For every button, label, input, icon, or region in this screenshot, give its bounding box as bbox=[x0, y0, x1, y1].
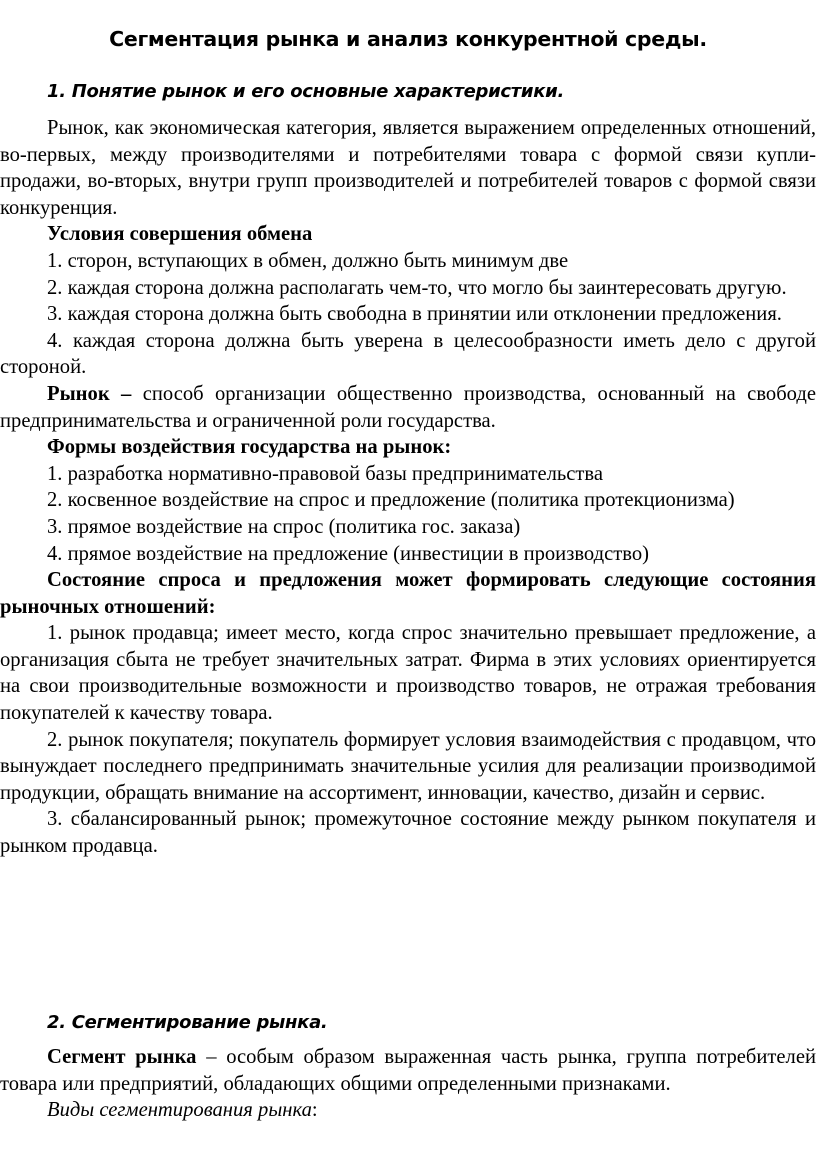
section-1-body bbox=[0, 115, 816, 860]
state-influence-item: 2. косвенное воздействие на спрос и предложение (политика протекционизма) bbox=[47, 489, 735, 512]
segmentation-types-line bbox=[0, 1097, 816, 1124]
market-states-heading-text: Состояние спроса и предложения может формировать следующие состояния рыночных отношений: bbox=[0, 569, 816, 618]
market-states-heading bbox=[0, 567, 816, 620]
state-influence-heading bbox=[0, 434, 816, 461]
segment-definition-text: – особым образом выраженная часть рынка, группа потребителей товара или предприятий, обладающих общими определенными признаками. bbox=[0, 1046, 816, 1095]
exchange-condition-item: 4. каждая сторона должна быть уверена в целесообразности иметь дело с другой стороной. bbox=[0, 329, 816, 379]
exchange-conditions-heading bbox=[0, 221, 816, 248]
state-influence-item: 1. разработка нормативно-правовой базы предпринимательства bbox=[47, 462, 604, 485]
market-state-item: 1. рынок продавца; имеет место, когда спрос значительно превышает предложение, а организация сбыта не требует значительных затрат. Фирма в этих условиях ориентируется на свои производительные возможности и производство товаров, не отражая требования покупателей к качеству товара. bbox=[0, 622, 816, 725]
section-2-heading: 2. Сегментирование рынка. bbox=[47, 1012, 328, 1033]
market-definition-term: Рынок – bbox=[47, 382, 132, 405]
segmentation-types-label: Виды сегментирования рынка bbox=[47, 1099, 312, 1122]
state-influence-item: 4. прямое воздействие на предложение (инвестиции в производство) bbox=[47, 542, 649, 565]
intro-paragraph: Рынок, как экономическая категория, является выражением определенных отношений, во-первых, между производителями и потребителями товара с формой связи купли-продажи, во-вторых, внутри групп производителей и потребителей товаров с формой связи конкуренция. bbox=[0, 117, 816, 219]
section-2-body bbox=[0, 1044, 816, 1124]
segmentation-types-colon: : bbox=[311, 1099, 318, 1122]
exchange-conditions-heading-text: Условия совершения обмена bbox=[47, 223, 313, 246]
segment-definition bbox=[0, 1044, 816, 1097]
segment-definition-term: Сегмент рынка bbox=[47, 1046, 197, 1068]
page-title: Сегментация рынка и анализ конкурентной среды. bbox=[109, 27, 707, 51]
market-definition bbox=[0, 381, 816, 434]
market-state-item: 3. сбалансированный рынок; промежуточное состояние между рынком покупателя и рынком продавца. bbox=[0, 808, 816, 858]
market-state-item: 2. рынок покупателя; покупатель формирует условия взаимодействия с продавцом, что вынуждает последнего предпринимать значительные усилия для реализации производимой продукции, обращать внимание на ассортимент, инновации, качество, дизайн и сервис. bbox=[0, 728, 816, 804]
state-influence-item: 3. прямое воздействие на спрос (политика гос. заказа) bbox=[47, 515, 521, 538]
exchange-condition-item: 3. каждая сторона должна быть свободна в принятии или отклонении предложения. bbox=[47, 303, 782, 326]
market-definition-text: способ организации общественно производства, основанный на свободе предпринимательства и ограниченной роли государства. bbox=[0, 382, 816, 432]
state-influence-heading-text: Формы воздействия государства на рынок: bbox=[47, 436, 452, 459]
section-1-heading: 1. Понятие рынок и его основные характеристики. bbox=[47, 81, 564, 102]
exchange-condition-item: 2. каждая сторона должна располагать чем-то, что могло бы заинтересовать другую. bbox=[47, 276, 787, 299]
exchange-condition-item: 1. сторон, вступающих в обмен, должно быть минимум две bbox=[47, 249, 569, 272]
